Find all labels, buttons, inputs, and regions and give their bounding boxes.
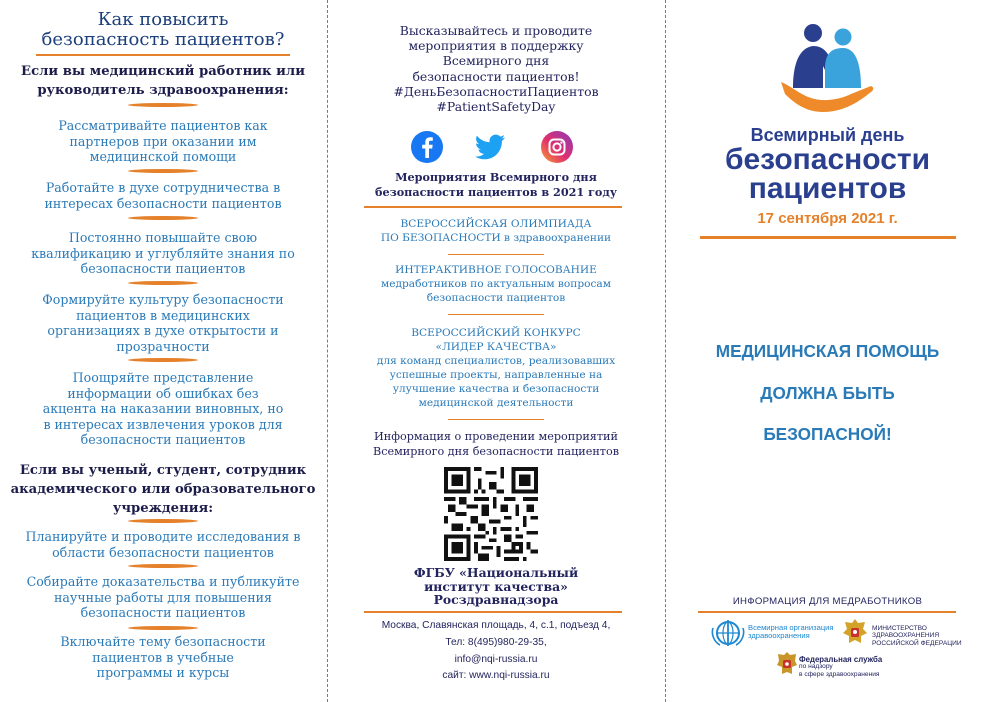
item-line: безопасности пациентов (80, 432, 246, 447)
phone-text: Тел: 8(495)980-29-35, (445, 637, 547, 648)
item-line: организациях в духе открытости и (47, 323, 279, 338)
audience-label: ИНФОРМАЦИЯ ДЛЯ МЕДРАБОТНИКОВ (732, 596, 923, 607)
separator (128, 358, 198, 362)
separator (128, 626, 198, 630)
list-item (14, 634, 312, 681)
event-line: успешные проекты, направленные на (389, 369, 603, 381)
roszdravnadzor-name (799, 656, 882, 678)
item-line: акцента на наказании виновных, но (42, 401, 284, 416)
who-line: Всемирная организация (748, 623, 834, 632)
item-line: Работайте в духе сотрудничества в (45, 180, 281, 195)
item-line: Планируйте и проводите исследования в (25, 529, 301, 544)
left-title-line: безопасность пациентов? (41, 29, 285, 50)
heading-line: руководитель здравоохранения: (37, 83, 289, 98)
item-line: Рассматривайте пациентов как (58, 118, 268, 133)
divider (448, 419, 544, 420)
item-line: пациентов в учебные (92, 649, 234, 665)
event-item (346, 217, 646, 245)
divider (448, 254, 544, 255)
heading-line: Если вы медицинский работник или (21, 64, 305, 79)
heading-line: Если вы ученый, студент, сотрудник (19, 463, 307, 478)
item-line: области безопасности пациентов (52, 544, 274, 560)
item-line: в интересах извлечения уроков для (43, 416, 283, 432)
minzdrav-line: МИНИСТЕРСТВО (872, 625, 927, 632)
event-title-line1: Всемирный день (750, 125, 905, 145)
events-title-line: Мероприятия Всемирного дня (395, 170, 597, 184)
heading-line: учреждения: (112, 501, 214, 516)
right-panel (666, 0, 989, 702)
event-item (346, 263, 646, 305)
divider (448, 314, 544, 315)
address-text: Москва, Славянская площадь, 4, с.1, подъезд 4, (381, 620, 611, 631)
minzdrav-line: РОССИЙСКОЙ ФЕДЕРАЦИИ (872, 639, 962, 647)
event-line: ВСЕРОССИЙСКАЯ ОЛИМПИАДА (400, 218, 592, 230)
rzn-line: по надзору (799, 663, 833, 671)
minzdrav-name (872, 625, 962, 647)
event-line: ИНТЕРАКТИВНОЕ ГОЛОСОВАНИЕ (395, 264, 597, 276)
events-title (328, 170, 664, 199)
qr-code[interactable] (444, 467, 538, 561)
divider (700, 236, 956, 239)
site-link[interactable]: сайт: www.nqi-russia.ru (442, 670, 550, 681)
intro-text (328, 23, 664, 114)
item-line: интересах безопасности пациентов (44, 195, 282, 211)
who-name (748, 624, 834, 641)
item-line: безопасности пациентов (80, 261, 246, 276)
event-title-line2: безопасности (724, 143, 931, 176)
event-line: ПО БЕЗОПАСНОСТИ в здравоохранении (380, 232, 612, 244)
minzdrav-line: ЗДРАВООХРАНЕНИЯ (872, 632, 940, 640)
event-line: медицинской деятельности (418, 397, 574, 409)
rzn-line: Федеральная служба (799, 655, 883, 664)
intro-line: безопасности пациентов! (412, 68, 580, 84)
divider (364, 611, 622, 613)
divider (364, 206, 622, 208)
email-link[interactable]: info@nqi-russia.ru (454, 654, 538, 665)
slogan-line3: БЕЗОПАСНОЙ! (763, 424, 892, 444)
organization-name (328, 566, 664, 607)
who-line: здравоохранения (748, 631, 810, 641)
separator (128, 564, 198, 568)
left-title-line: Как повысить (97, 9, 229, 30)
org-line: институт качества» (424, 578, 568, 594)
list-item (14, 180, 312, 211)
list-item (14, 370, 312, 448)
minzdrav-emblem-icon (841, 617, 869, 647)
separator (128, 103, 198, 107)
twitter-icon[interactable] (473, 130, 507, 164)
org-line: Росздравнадзора (433, 592, 559, 608)
org-line: ФГБУ «Национальный (413, 565, 579, 580)
item-line: научные работы для повышения (54, 589, 272, 605)
divider (698, 611, 956, 613)
left-title (0, 10, 326, 50)
item-line: информации об ошибках без (67, 385, 259, 401)
separator (128, 519, 198, 523)
item-line: медицинской помощи (89, 149, 237, 164)
heading-line: академического или образовательного (10, 482, 316, 497)
info-line: Информация о проведении мероприятий (374, 430, 618, 443)
event-line: медработников по актуальным вопросам (380, 278, 611, 290)
item-line: Включайте тему безопасности (60, 634, 266, 649)
events-info (328, 430, 664, 459)
item-line: безопасности пациентов (80, 605, 246, 620)
item-line: Поощряйте представление (72, 370, 254, 385)
section1-heading (8, 62, 318, 100)
event-line: ВСЕРОССИЙСКИЙ КОНКУРС (411, 327, 581, 339)
event-title-line3: пациентов (748, 172, 907, 205)
list-item (14, 118, 312, 165)
section2-heading (8, 461, 318, 518)
events-title-line: безопасности пациентов в 2021 году (374, 184, 618, 199)
list-item (14, 230, 312, 277)
event-item (346, 326, 646, 410)
item-line: прозрачности (116, 338, 210, 354)
intro-line: #ДеньБезопасностиПациентов (393, 83, 599, 99)
item-line: Постоянно повышайте свою (68, 230, 258, 245)
roszdravnadzor-emblem-icon (776, 651, 798, 679)
item-line: пациентов в медицинских (76, 307, 250, 323)
event-line: безопасности пациентов (426, 292, 566, 304)
item-line: партнеров при оказании им (69, 133, 257, 149)
list-item (14, 529, 312, 560)
slogan-line1: МЕДИЦИНСКАЯ ПОМОЩЬ (715, 341, 940, 361)
instagram-icon[interactable] (540, 130, 574, 164)
event-line: «ЛИДЕР КАЧЕСТВА» (435, 341, 557, 353)
event-date: 17 сентября 2021 г. (757, 210, 898, 227)
separator (128, 169, 198, 173)
rzn-line: в сфере здравоохранения (799, 670, 880, 678)
separator (128, 216, 198, 220)
intro-line: Всемирного дня (442, 53, 550, 69)
item-line: Формируйте культуру безопасности (42, 292, 284, 307)
event-line: улучшение качества и безопасности (392, 383, 600, 395)
event-line: для команд специалистов, реализовавших (376, 355, 616, 367)
info-line: Всемирного дня безопасности пациентов (372, 444, 620, 458)
intro-line: Высказывайтесь и проводите (399, 23, 593, 38)
item-line: программы и курсы (96, 665, 230, 680)
item-line: Собирайте доказательства и публикуйте (26, 574, 300, 589)
intro-line: мероприятия в поддержку (408, 38, 584, 54)
left-panel (0, 0, 326, 702)
facebook-icon[interactable] (410, 130, 444, 164)
divider (36, 54, 290, 56)
slogan-line2: ДОЛЖНА БЫТЬ (760, 383, 895, 403)
list-item (14, 292, 312, 354)
intro-line: #PatientSafetyDay (436, 99, 556, 115)
who-logo-icon (710, 618, 746, 648)
list-item (14, 574, 312, 621)
patient-safety-logo (779, 20, 875, 116)
item-line: квалификацию и углубляйте знания по (31, 245, 295, 261)
separator (128, 281, 198, 285)
middle-panel (328, 0, 664, 702)
